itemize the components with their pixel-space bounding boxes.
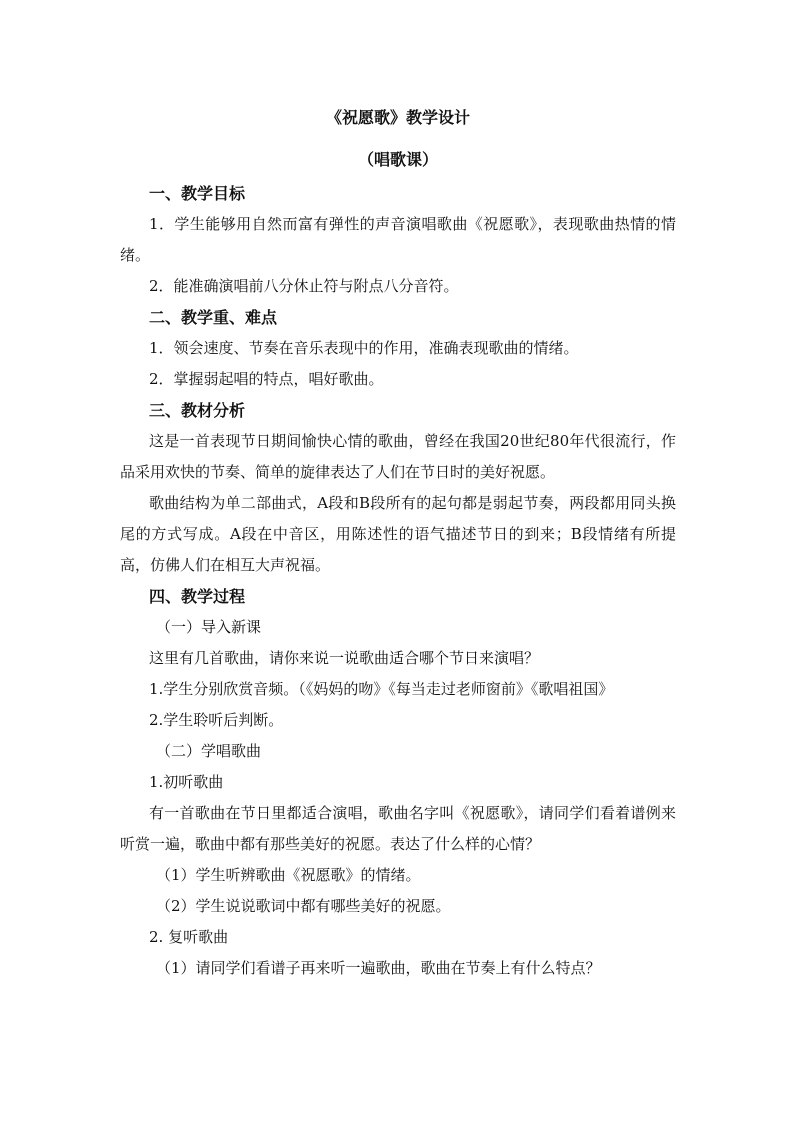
section-heading-goals: 一、教学目标 [149, 184, 246, 203]
goal-item-2: 2．能准确演唱前八分休止符与附点八分音符。 [149, 277, 459, 295]
process-part1-label: （一）导入新课 [156, 618, 262, 636]
process-part2-step2-item-1: （1）请同学们看谱子再来听一遍歌曲，歌曲在节奏上有什么特点？ [156, 959, 601, 977]
process-part1-line-1: 1.学生分别欣赏音频。（《妈妈的吻》《每当走过老师窗前》《歌唱祖国》 [149, 680, 614, 698]
section-heading-process: 四、教学过程 [149, 587, 246, 606]
process-part1-line-2: 2.学生聆听后判断。 [149, 711, 284, 729]
process-part2-step1: 1.初听歌曲 [149, 773, 224, 791]
key-point-item-2: 2．掌握弱起唱的特点，唱好歌曲。 [149, 370, 384, 388]
process-part2-step1-item-1: （1）学生听辨歌曲《祝愿歌》的情绪。 [156, 866, 421, 884]
process-part2-step1-item-2: （2）学生说说歌词中都有哪些美好的祝愿。 [156, 897, 451, 915]
document-body [120, 104, 676, 984]
process-part2-label: （二）学唱歌曲 [156, 742, 262, 760]
document-title: 《祝愿歌》教学设计 [325, 108, 470, 127]
goal-item-1: 1．学生能够用自然而富有弹性的声音演唱歌曲《祝愿歌》，表现歌曲热情的情绪。 [120, 215, 676, 264]
process-part2-step2: 2. 复听歌曲 [149, 928, 229, 946]
document-subtitle: （唱歌课） [357, 150, 438, 169]
analysis-paragraph-1: 这是一首表现节日期间愉快心情的歌曲，曾经在我国20世纪80年代很流行，作品采用欢快的节奏、简单的旋律表达了人们在节日时的美好祝愿。 [120, 432, 676, 481]
section-heading-analysis: 三、教材分析 [149, 401, 246, 420]
analysis-paragraph-2: 歌曲结构为单二部曲式，A段和B段所有的起句都是弱起节奏，两段都用同头换尾的方式写成。A段在中音区，用陈述性的语气描述节日的到来；B段情绪有所提高，仿佛人们在相互大声祝福。 [120, 494, 676, 574]
section-heading-key-points: 二、教学重、难点 [149, 308, 278, 327]
process-part1-intro: 这里有几首歌曲，请你来说一说歌曲适合哪个节日来演唱？ [149, 649, 540, 667]
key-point-item-1: 1．领会速度、节奏在音乐表现中的作用，准确表现歌曲的情绪。 [149, 339, 579, 357]
process-part2-step1-text: 有一首歌曲在节日里都适合演唱，歌曲名字叫《祝愿歌》，请同学们看着谱例来听赏一遍，歌曲中都有那些美好的祝愿。表达了什么样的心情？ [120, 804, 676, 853]
